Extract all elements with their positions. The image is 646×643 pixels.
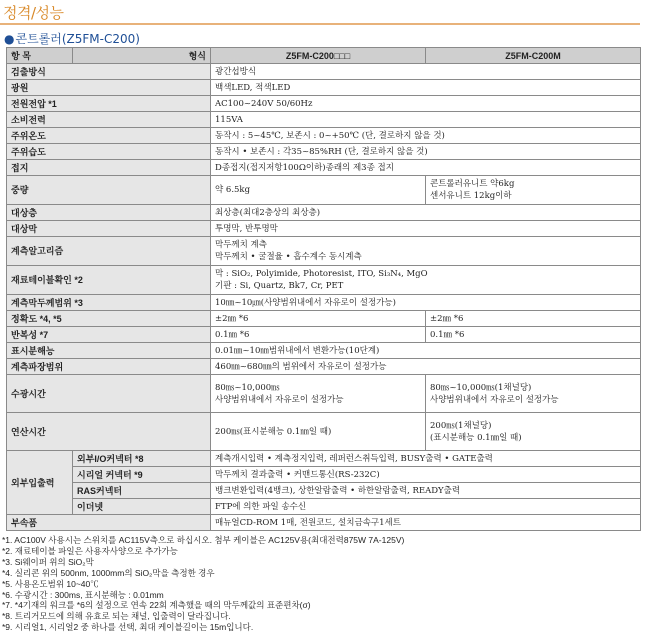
header-item: 항 목 bbox=[7, 48, 73, 64]
row-label: 대상막 bbox=[7, 221, 211, 237]
bullet-icon: ● bbox=[4, 32, 15, 46]
table-row bbox=[7, 413, 641, 451]
value-line: (표시분해능 0.1㎚일 때) bbox=[430, 432, 522, 443]
table-row bbox=[7, 96, 641, 112]
row-value bbox=[211, 266, 641, 295]
section-title bbox=[4, 30, 140, 47]
footnote: *3. Si웨이퍼 위의 SiO₂막 bbox=[2, 556, 94, 567]
row-value: 0.01㎚~10㎚범위내에서 변환가능(10단계) bbox=[211, 343, 641, 359]
table-row bbox=[7, 327, 641, 343]
row-label: 재료테이블확인 *2 bbox=[7, 266, 211, 295]
row-value-col2 bbox=[426, 375, 641, 413]
row-value-col2: ±2㎚ *6 bbox=[426, 311, 641, 327]
row-label: 전원전압 *1 bbox=[7, 96, 211, 112]
row-value-col2: 0.1㎚ *6 bbox=[426, 327, 641, 343]
row-label: 계측파장범위 bbox=[7, 359, 211, 375]
table-row bbox=[7, 221, 641, 237]
row-label: 광원 bbox=[7, 80, 211, 96]
row-value: D종접지(접지저항100Ω이하)종래의 제3종 접지 bbox=[211, 160, 641, 176]
table-row bbox=[7, 266, 641, 295]
row-value: 10㎚~10㎛(사양범위내에서 자유로이 설정가능) bbox=[211, 295, 641, 311]
row-value-col2 bbox=[426, 413, 641, 451]
row-label: 소비전력 bbox=[7, 112, 211, 128]
row-value: 460㎚~680㎚의 범위에서 자유로이 설정가능 bbox=[211, 359, 641, 375]
header-col2: Z5FM-C200M bbox=[426, 48, 641, 64]
row-label: 접지 bbox=[7, 160, 211, 176]
value-line: 막두께치 • 굴절율 • 흡수계수 동시계측 bbox=[215, 252, 362, 262]
value-line: 80㎳~10,000㎳(1채널당) bbox=[430, 382, 532, 393]
row-label: 검출방식 bbox=[7, 64, 211, 80]
table-row bbox=[7, 144, 641, 160]
table-row bbox=[7, 451, 641, 467]
table-row bbox=[7, 205, 641, 221]
row-label: 표시분해능 bbox=[7, 343, 211, 359]
footnote: *8. 트리거모드에 의해 유효로 되는 채널, 입출력이 달라집니다. bbox=[2, 611, 231, 622]
table-row bbox=[7, 112, 641, 128]
header-model: 형식 bbox=[73, 48, 211, 64]
row-label: 반복성 *7 bbox=[7, 327, 211, 343]
row-value-col2 bbox=[426, 176, 641, 205]
footnote: *2. 재료테이블 파일은 사용자사양으로 추가가능 bbox=[2, 545, 178, 556]
row-label: 계측알고리즘 bbox=[7, 237, 211, 266]
footnote: *6. 수광시간 : 300ms, 표시분해능 : 0.01mm bbox=[2, 589, 164, 600]
row-value-col1: 200㎳(표시분해능 0.1㎚일 때) bbox=[211, 413, 426, 451]
table-row bbox=[7, 343, 641, 359]
value-line: 사양범위내에서 자유로이 설정가능 bbox=[215, 394, 344, 405]
table-row bbox=[7, 237, 641, 266]
value-line: 막두께치 계측 bbox=[215, 240, 267, 250]
row-label: 계측막두께범위 *3 bbox=[7, 295, 211, 311]
row-value-col1: ±2㎚ *6 bbox=[211, 311, 426, 327]
row-label: 부속품 bbox=[7, 515, 211, 531]
row-label: 대상층 bbox=[7, 205, 211, 221]
table-row bbox=[7, 311, 641, 327]
value-line: 막 : SiO₂, Polyimide, Photoresist, ITO, Si₃N₄, MgO bbox=[215, 269, 428, 279]
table-row bbox=[7, 64, 641, 80]
row-label: 정확도 *4, *5 bbox=[7, 311, 211, 327]
footnote: *4. 실리콘 위의 500nm, 1000mm의 SiO₂막을 측정한 경우 bbox=[2, 567, 215, 578]
row-value bbox=[211, 237, 641, 266]
row-value-col1: 약 6.5kg bbox=[211, 176, 426, 205]
table-row bbox=[7, 80, 641, 96]
value-line: 사양범위내에서 자유로이 설정가능 bbox=[430, 394, 559, 405]
row-label: 외부입출력 bbox=[7, 451, 73, 515]
row-value: AC100~240V 50/60Hz bbox=[211, 96, 641, 112]
row-value: 매뉴얼CD-ROM 1매, 전원코드, 설치금속구1세트 bbox=[211, 515, 641, 531]
row-label: 수광시간 bbox=[7, 375, 211, 413]
row-value: 계측개시입력 • 계측정지입력, 레퍼런스취득입력, BUSY출력 • GATE출력 bbox=[211, 451, 641, 467]
table-row bbox=[7, 176, 641, 205]
footnote: *7. *4기재의 워크를 *6의 설정으로 연속 22회 계측했을 때의 막두께값의 표준편차(σ) bbox=[2, 600, 311, 611]
row-value: FTP에 의한 파일 송수신 bbox=[211, 499, 641, 515]
value-line: 콘트롤러유니트 약6kg bbox=[430, 179, 515, 189]
row-value-col1 bbox=[211, 375, 426, 413]
table-row bbox=[7, 128, 641, 144]
sub-label: 외부I/O커넥터 *8 bbox=[73, 451, 211, 467]
sub-label: 시리얼 커넥터 *9 bbox=[73, 467, 211, 483]
row-label: 연산시간 bbox=[7, 413, 211, 451]
row-label: 주위온도 bbox=[7, 128, 211, 144]
row-value: 광간섭방식 bbox=[211, 64, 641, 80]
row-value: 동작시 : 5~45℃, 보존시 : 0~+50℃ (단, 결로하지 않을 것) bbox=[211, 128, 641, 144]
title-divider bbox=[0, 23, 640, 25]
row-label: 중량 bbox=[7, 176, 211, 205]
row-value: 백색LED, 적색LED bbox=[211, 80, 641, 96]
value-line: 센서유니트 12kg이하 bbox=[430, 191, 512, 201]
value-line: 기판 : Si, Quartz, Bk7, Cr, PET bbox=[215, 281, 344, 291]
footnote: *5. 사용온도범위 10~40℃ bbox=[2, 578, 99, 589]
table-row bbox=[7, 515, 641, 531]
row-label: 주위습도 bbox=[7, 144, 211, 160]
row-value: 뱅크변환입력(4뱅크), 상한알람출력 • 하한알람출력, READY출력 bbox=[211, 483, 641, 499]
table-row bbox=[7, 359, 641, 375]
header-col1: Z5FM-C200□□□ bbox=[211, 48, 426, 64]
footnotes bbox=[2, 535, 642, 633]
page-title: 정격/성능 bbox=[3, 4, 64, 22]
table-row bbox=[7, 467, 641, 483]
sub-label: 이더넷 bbox=[73, 499, 211, 515]
row-value: 막두께치 결과출력 • 커맨드통신(RS-232C) bbox=[211, 467, 641, 483]
table-row bbox=[7, 499, 641, 515]
table-row bbox=[7, 295, 641, 311]
row-value: 115VA bbox=[211, 112, 641, 128]
sub-label: RAS커넥터 bbox=[73, 483, 211, 499]
footnote: *9. 시리얼1, 시리얼2 중 하나를 선택, 최대 케이블길이는 15m입니다. bbox=[2, 622, 254, 633]
table-row bbox=[7, 483, 641, 499]
value-line: 80㎳~10,000㎳ bbox=[215, 382, 280, 393]
section-title-text: 콘트롤러(Z5FM-C200) bbox=[15, 32, 140, 46]
table-row bbox=[7, 160, 641, 176]
row-value: 최상층(최대2층상의 최상층) bbox=[211, 205, 641, 221]
row-value: 투명막, 반투명막 bbox=[211, 221, 641, 237]
spec-table bbox=[6, 47, 641, 531]
row-value-col1: 0.1㎚ *6 bbox=[211, 327, 426, 343]
footnote: *1. AC100V 사용시는 스위치를 AC115V측으로 하십시오. 첨부 케이블은 AC125V용(최대전력875W 7A-125V) bbox=[2, 535, 405, 545]
table-header-row bbox=[7, 48, 641, 64]
value-line: 200㎳(1채널당) bbox=[430, 420, 492, 431]
row-value: 동작시 • 보존시 : 각35~85%RH (단, 결로하지 않을 것) bbox=[211, 144, 641, 160]
table-row bbox=[7, 375, 641, 413]
